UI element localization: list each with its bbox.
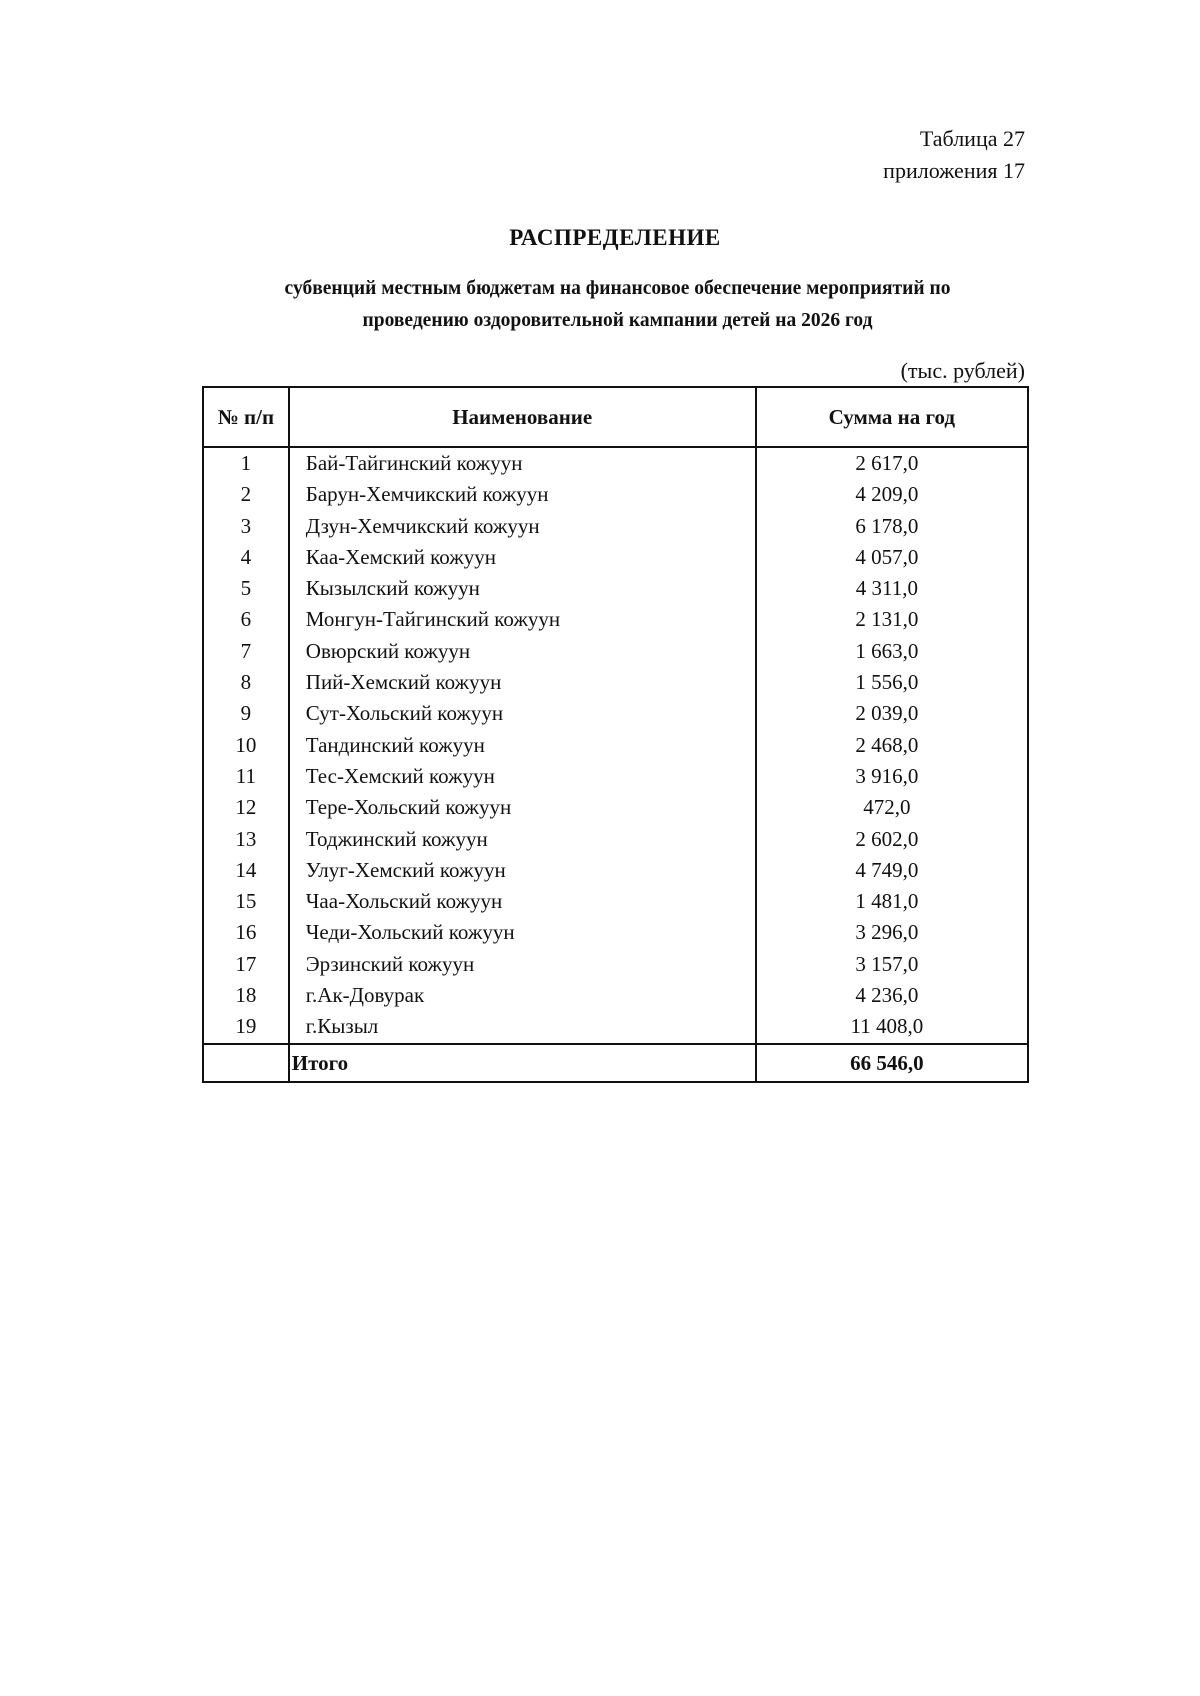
row-sum: 2 131,0 <box>756 604 1028 635</box>
total-label: Итого <box>289 1044 756 1082</box>
table-row <box>203 886 1028 917</box>
row-name: Овюрский кожуун <box>289 636 756 667</box>
row-name: Монгун-Тайгинский кожуун <box>289 604 756 635</box>
row-number: 11 <box>203 761 289 792</box>
row-name: Чеди-Хольский кожуун <box>289 917 756 948</box>
row-number: 9 <box>203 698 289 729</box>
row-number: 13 <box>203 824 289 855</box>
appendix-number-label: приложения 17 <box>883 158 1025 183</box>
total-sum: 66 546,0 <box>756 1044 1028 1082</box>
row-number: 5 <box>203 573 289 604</box>
row-sum: 4 749,0 <box>756 855 1028 886</box>
row-name: Улуг-Хемский кожуун <box>289 855 756 886</box>
distribution-table <box>202 386 1029 1083</box>
row-sum: 3 916,0 <box>756 761 1028 792</box>
row-number: 7 <box>203 636 289 667</box>
row-number: 8 <box>203 667 289 698</box>
row-sum: 2 468,0 <box>756 730 1028 761</box>
table-row <box>203 667 1028 698</box>
table-row <box>203 855 1028 886</box>
row-number: 15 <box>203 886 289 917</box>
table-row <box>203 1011 1028 1043</box>
row-number: 2 <box>203 479 289 510</box>
table-row <box>203 636 1028 667</box>
row-number: 4 <box>203 542 289 573</box>
table-row <box>203 511 1028 542</box>
total-row <box>203 1044 1028 1082</box>
row-sum: 2 602,0 <box>756 824 1028 855</box>
row-name: Тоджинский кожуун <box>289 824 756 855</box>
table-row <box>203 542 1028 573</box>
row-name: Тере-Хольский кожуун <box>289 792 756 823</box>
table-row <box>203 980 1028 1011</box>
table-row <box>203 447 1028 479</box>
row-sum: 2 039,0 <box>756 698 1028 729</box>
row-name: Кызылский кожуун <box>289 573 756 604</box>
row-number: 14 <box>203 855 289 886</box>
row-number: 16 <box>203 917 289 948</box>
row-name: г.Кызыл <box>289 1011 756 1043</box>
table-row <box>203 698 1028 729</box>
table-row <box>203 479 1028 510</box>
row-number: 1 <box>203 447 289 479</box>
row-sum: 2 617,0 <box>756 447 1028 479</box>
row-number: 3 <box>203 511 289 542</box>
row-sum: 4 236,0 <box>756 980 1028 1011</box>
column-header-sum: Сумма на год <box>756 387 1028 447</box>
row-number: 10 <box>203 730 289 761</box>
units-label: (тыс. рублей) <box>900 358 1025 383</box>
row-sum: 472,0 <box>756 792 1028 823</box>
table-number-label: Таблица 27 <box>919 126 1025 151</box>
total-number <box>203 1044 289 1082</box>
row-number: 19 <box>203 1011 289 1043</box>
table-row <box>203 949 1028 980</box>
subtitle-line-2: проведению оздоровительной кампании детей на 2026 год <box>362 310 873 331</box>
row-name: Тандинский кожуун <box>289 730 756 761</box>
row-name: Сут-Хольский кожуун <box>289 698 756 729</box>
row-name: Каа-Хемский кожуун <box>289 542 756 573</box>
table-row <box>203 573 1028 604</box>
row-sum: 4 209,0 <box>756 479 1028 510</box>
row-sum: 1 663,0 <box>756 636 1028 667</box>
row-sum: 1 556,0 <box>756 667 1028 698</box>
table-row <box>203 824 1028 855</box>
row-number: 6 <box>203 604 289 635</box>
table-row <box>203 917 1028 948</box>
appendix-reference <box>883 123 1025 187</box>
row-name: г.Ак-Довурак <box>289 980 756 1011</box>
table-body <box>203 447 1028 1082</box>
table-row <box>203 761 1028 792</box>
row-sum: 4 057,0 <box>756 542 1028 573</box>
row-name: Тес-Хемский кожуун <box>289 761 756 792</box>
row-sum: 1 481,0 <box>756 886 1028 917</box>
row-name: Эрзинский кожуун <box>289 949 756 980</box>
document-title: РАСПРЕДЕЛЕНИЕ <box>509 225 721 250</box>
table-row <box>203 792 1028 823</box>
row-sum: 3 157,0 <box>756 949 1028 980</box>
subtitle-line-1: субвенций местным бюджетам на финансовое обеспечение мероприятий по <box>284 278 951 299</box>
row-name: Бай-Тайгинский кожуун <box>289 447 756 479</box>
row-sum: 11 408,0 <box>756 1011 1028 1043</box>
row-sum: 3 296,0 <box>756 917 1028 948</box>
row-number: 12 <box>203 792 289 823</box>
table-row <box>203 730 1028 761</box>
table-row <box>203 604 1028 635</box>
column-header-name: Наименование <box>289 387 756 447</box>
document-subtitle <box>180 273 1055 337</box>
table-header-row <box>203 387 1028 447</box>
row-sum: 6 178,0 <box>756 511 1028 542</box>
row-sum: 4 311,0 <box>756 573 1028 604</box>
row-name: Дзун-Хемчикский кожуун <box>289 511 756 542</box>
column-header-number: № п/п <box>203 387 289 447</box>
row-number: 18 <box>203 980 289 1011</box>
row-name: Барун-Хемчикский кожуун <box>289 479 756 510</box>
row-number: 17 <box>203 949 289 980</box>
row-name: Чаа-Хольский кожуун <box>289 886 756 917</box>
row-name: Пий-Хемский кожуун <box>289 667 756 698</box>
